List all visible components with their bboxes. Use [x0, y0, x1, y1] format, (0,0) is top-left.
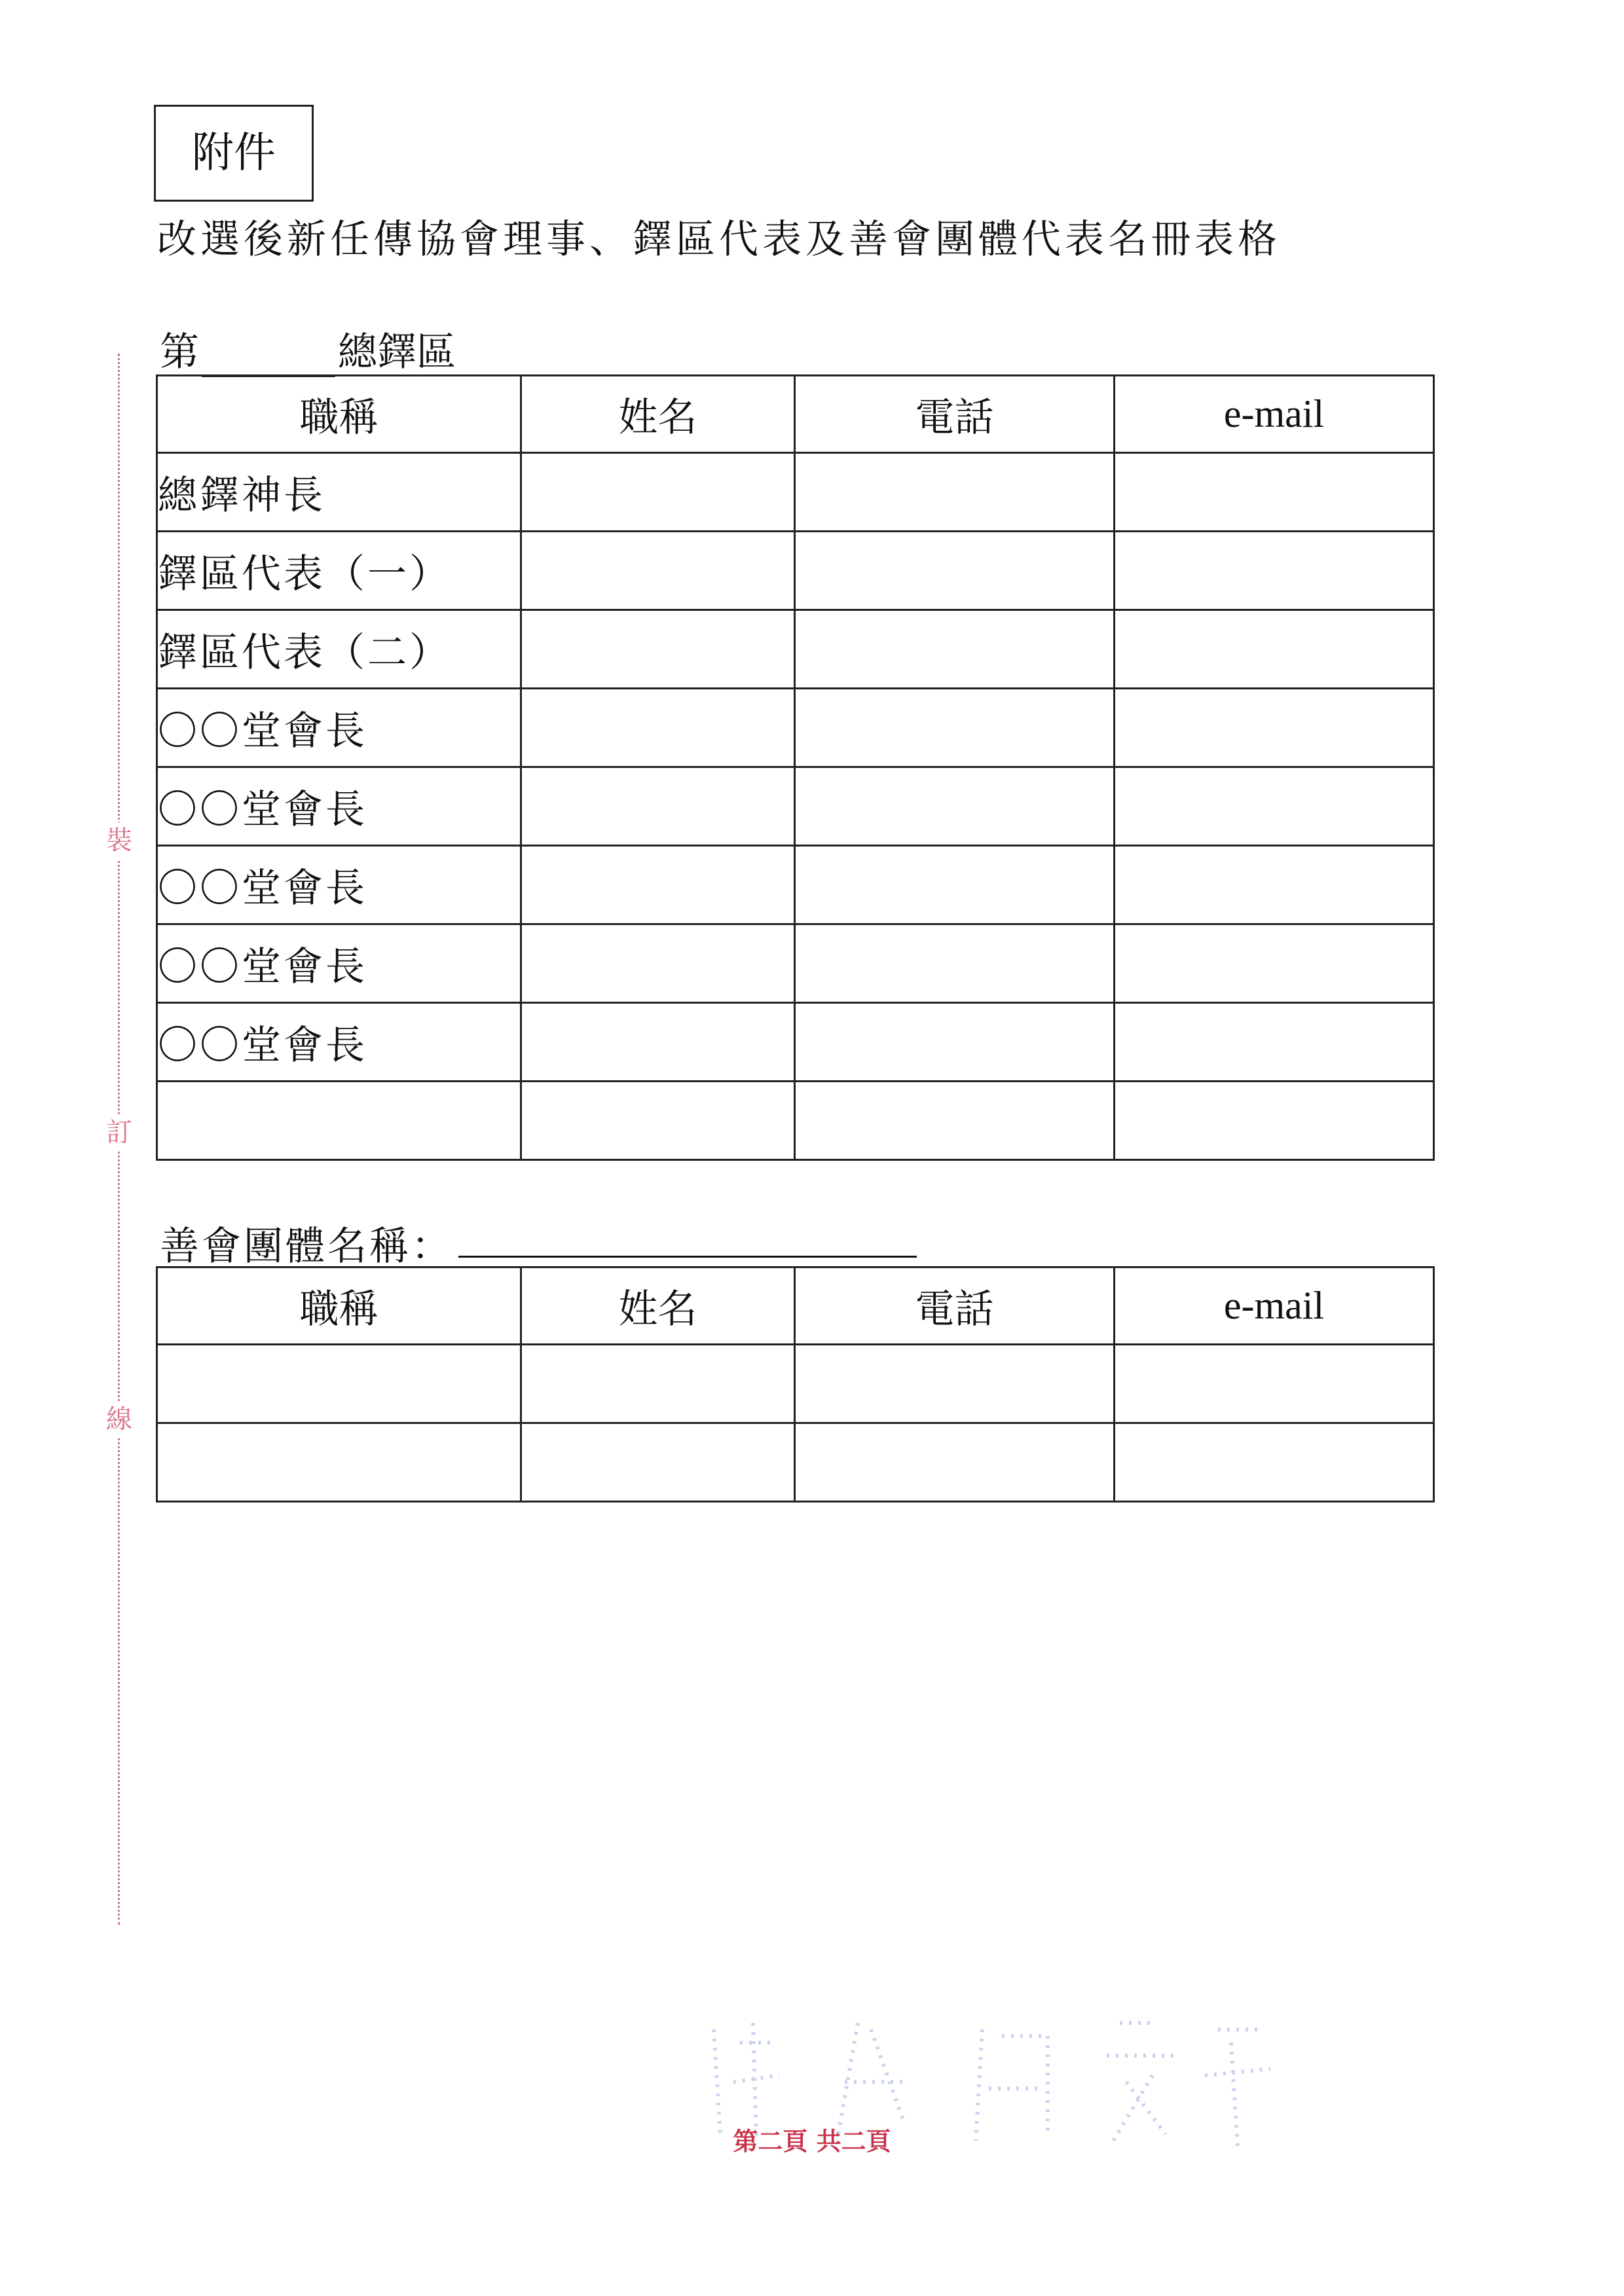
- role-cell[interactable]: [157, 1423, 521, 1502]
- org-name-label: 善會團體名稱：: [160, 1224, 453, 1269]
- header-name: 姓名: [521, 1267, 795, 1345]
- binding-char-xian: 線: [105, 1401, 134, 1438]
- table-header-row: [157, 376, 1434, 453]
- table-row: [157, 924, 1434, 1003]
- name-cell[interactable]: [521, 846, 795, 924]
- table-row: [157, 532, 1434, 610]
- name-cell[interactable]: [521, 1003, 795, 1082]
- district-prefix: 第: [160, 329, 199, 375]
- name-cell[interactable]: [521, 610, 795, 689]
- header-email: e-mail: [1115, 376, 1434, 453]
- table-row: [157, 1082, 1434, 1160]
- table-row: [157, 1345, 1434, 1423]
- attachment-tag: 附件: [154, 105, 314, 202]
- phone-cell[interactable]: [795, 924, 1115, 1003]
- name-cell[interactable]: [521, 924, 795, 1003]
- role-cell: 鐸區代表（二）: [157, 610, 521, 689]
- role-cell[interactable]: [157, 1082, 521, 1160]
- email-cell[interactable]: [1115, 453, 1434, 532]
- phone-cell[interactable]: [795, 1345, 1115, 1423]
- email-cell[interactable]: [1115, 1003, 1434, 1082]
- name-cell[interactable]: [521, 689, 795, 767]
- table-row: [157, 610, 1434, 689]
- email-cell[interactable]: [1115, 610, 1434, 689]
- phone-cell[interactable]: [795, 1003, 1115, 1082]
- page-number: 第二頁 共二頁: [733, 2126, 891, 2156]
- phone-cell[interactable]: [795, 846, 1115, 924]
- table-row: [157, 767, 1434, 846]
- header-email: e-mail: [1115, 1267, 1434, 1345]
- table-header-row: [157, 1267, 1434, 1345]
- binding-char-ding: 訂: [105, 1114, 134, 1151]
- role-cell: 總鐸神長: [157, 453, 521, 532]
- phone-cell[interactable]: [795, 767, 1115, 846]
- org-name-blank[interactable]: [458, 1256, 917, 1258]
- header-phone: 電話: [795, 376, 1115, 453]
- header-title: 職稱: [157, 1267, 521, 1345]
- role-cell: 〇〇堂會長: [157, 924, 521, 1003]
- phone-cell[interactable]: [795, 610, 1115, 689]
- document-title: 改選後新任傳協會理事、鐸區代表及善會團體代表名冊表格: [157, 217, 1281, 263]
- header-name: 姓名: [521, 376, 795, 453]
- phone-cell[interactable]: [795, 453, 1115, 532]
- district-roster-table: [156, 374, 1435, 1161]
- header-title: 職稱: [157, 376, 521, 453]
- phone-cell[interactable]: [795, 532, 1115, 610]
- role-cell: 〇〇堂會長: [157, 1003, 521, 1082]
- table-row: [157, 1003, 1434, 1082]
- email-cell[interactable]: [1115, 846, 1434, 924]
- binding-char-zhuang: 裝: [105, 822, 134, 859]
- email-cell[interactable]: [1115, 689, 1434, 767]
- email-cell[interactable]: [1115, 1345, 1434, 1423]
- email-cell[interactable]: [1115, 924, 1434, 1003]
- email-cell[interactable]: [1115, 1423, 1434, 1502]
- phone-cell[interactable]: [795, 689, 1115, 767]
- name-cell[interactable]: [521, 453, 795, 532]
- name-cell[interactable]: [521, 767, 795, 846]
- district-number-blank[interactable]: [202, 340, 335, 377]
- role-cell: 〇〇堂會長: [157, 846, 521, 924]
- header-phone: 電話: [795, 1267, 1115, 1345]
- email-cell[interactable]: [1115, 1082, 1434, 1160]
- phone-cell[interactable]: [795, 1082, 1115, 1160]
- name-cell[interactable]: [521, 532, 795, 610]
- district-suffix: 總鐸區: [338, 329, 456, 375]
- role-cell[interactable]: [157, 1345, 521, 1423]
- role-cell: 〇〇堂會長: [157, 767, 521, 846]
- name-cell[interactable]: [521, 1345, 795, 1423]
- role-cell: 〇〇堂會長: [157, 689, 521, 767]
- table-row: [157, 453, 1434, 532]
- name-cell[interactable]: [521, 1423, 795, 1502]
- table-row: [157, 689, 1434, 767]
- role-cell: 鐸區代表（一）: [157, 532, 521, 610]
- org-roster-table: [156, 1266, 1435, 1503]
- email-cell[interactable]: [1115, 532, 1434, 610]
- email-cell[interactable]: [1115, 767, 1434, 846]
- table-row: [157, 1423, 1434, 1502]
- table-row: [157, 846, 1434, 924]
- district-label: [160, 321, 456, 377]
- name-cell[interactable]: [521, 1082, 795, 1160]
- phone-cell[interactable]: [795, 1423, 1115, 1502]
